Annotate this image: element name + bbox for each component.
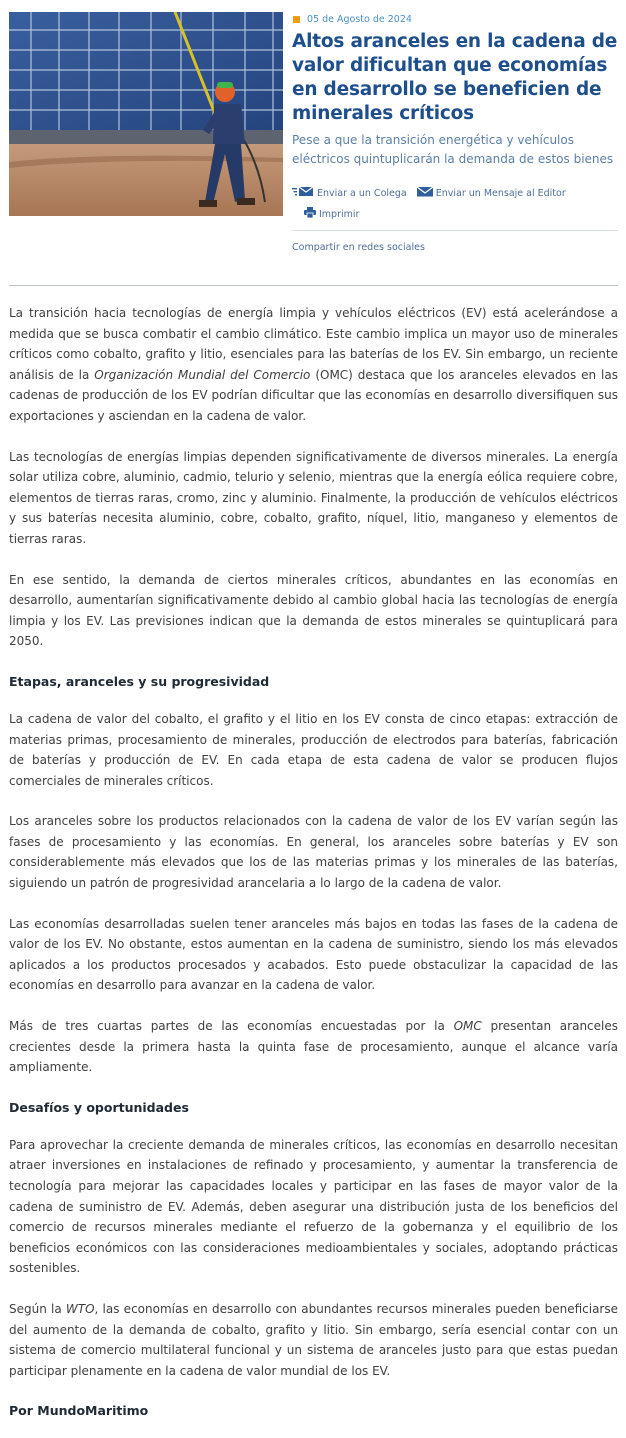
print-link[interactable]	[304, 207, 359, 223]
date-marker	[293, 16, 300, 23]
paragraph: En ese sentido, la demanda de ciertos minerales críticos, abundantes en las economías en desarrollo, aumentarían significativamente debido al cambio global hacia las tecnologías de energía limpia y los EV. Las previsiones indican que la demanda de estos minerales se quintuplicará para 2050.	[9, 572, 618, 649]
article-body	[9, 303, 618, 1438]
send-to-editor-link[interactable]	[417, 186, 566, 202]
section-heading: Etapas, aranceles y su progresividad	[9, 673, 270, 689]
meta-divider	[292, 230, 618, 231]
paragraph: Los aranceles sobre los productos relacionados con la cadena de valor de los EV varían según las fases de procesamiento y las economías. En general, los aranceles sobre baterías y EV son considerablemente más elevados que los de las materias primas y los minerales de las baterías, siguiendo un patrón de progresividad arancelaria a lo largo de la cadena de valor.	[9, 814, 618, 891]
paragraph: Las tecnologías de energías limpias dependen significativamente de diversos minerales. La energía solar utiliza cobre, aluminio, cadmio, telurio y selenio, mientras que la energía eólica requiere cobre, elementos de tierras raras, cromo, zinc y aluminio. Finalmente, la producción de vehículos eléctricos y sus baterías necesita aluminio, cobre, cobalto, grafito, níquel, litio, manganeso y elementos de tierras raras.	[9, 449, 618, 546]
paragraph: La transición hacia tecnologías de energía limpia y vehículos eléctricos (EV) está acelerándose a medida que se busca combatir el cambio climático. Este cambio implica un mayor uso de minerales críticos como cobalto, grafito y litio, esenciales para las baterías de los EV. Sin embargo, un reciente análisis de la Organización Mundial del Comercio (OMC) destaca que los aranceles elevados en las cadenas de producción de los EV podrían dificultar que las economías en desarrollo diversifiquen sus exportaciones y asciendan en la cadena de valor.	[9, 306, 618, 423]
actions-row	[292, 186, 618, 202]
paragraph: Según la WTO, las economías en desarrollo con abundantes recursos minerales pueden beneficiarse del aumento de la demanda de cobalto, grafito y litio. Sin embargo, sería esencial contar con un sistema de comercio multilateral funcional y un sistema de aranceles justo para que estas puedan participar plenamente en la cadena de valor mundial de los EV.	[9, 1301, 618, 1378]
envelope-icon	[417, 186, 436, 202]
print-label: Imprimir	[319, 209, 360, 220]
share-social-link[interactable]: Compartir en redes sociales	[292, 242, 425, 253]
send-to-colleague-label: Enviar a un Colega	[317, 188, 407, 199]
article-byline: Por MundoMaritimo	[9, 1403, 149, 1419]
organization-name: Organización Mundial del Comercio	[94, 367, 311, 382]
printer-icon	[304, 207, 319, 223]
article-actions	[292, 186, 618, 255]
organization-name: OMC	[453, 1019, 482, 1034]
publish-date: 05 de Agosto de 2024	[307, 13, 412, 25]
date-row	[292, 12, 618, 26]
content-divider	[9, 285, 618, 286]
article-title: Altos aranceles en la cadena de valor dificultan que economías en desarrollo se beneficien de minerales críticos	[292, 31, 618, 124]
send-to-editor-label: Enviar un Mensaje al Editor	[435, 188, 566, 199]
article-hero-image	[9, 12, 283, 216]
paragraph: La cadena de valor del cobalto, el grafito y el litio en los EV consta de cinco etapas: extracción de materias primas, procesamiento de minerales, producción de electrodos para baterías, fabricación de baterías y producción de EV. En cada etapa de esta cadena de valor se producen flujos comerciales de minerales críticos.	[9, 711, 618, 788]
paragraph: Las economías desarrolladas suelen tener aranceles más bajos en todas las fases de la cadena de valor de los EV. No obstante, estos aumentan en la cadena de suministro, siendo los más elevados aplicados a los productos procesados y acabados. Esto puede obstaculizar la capacidad de las economías en desarrollo para avanzar en la cadena de valor.	[9, 916, 618, 993]
article-meta	[292, 12, 618, 255]
paragraph: Más de tres cuartas partes de las economías encuestadas por la OMC presentan aranceles crecientes desde la primera hasta la quinta fase de procesamiento, aunque el alcance varía ampliamente.	[9, 1019, 618, 1075]
print-row	[292, 207, 618, 223]
send-to-colleague-link[interactable]	[292, 186, 407, 202]
paragraph: Para aprovechar la creciente demanda de minerales críticos, las economías en desarrollo necesitan atraer inversiones en instalaciones de refinado y procesamiento, y aumentar la transferencia de tecnología para mejorar las capacidades locales y participar en las fases de mayor valor de la cadena de suministro de EV. Además, deben asegurar una distribución justa de los beneficios del comercio de recursos minerales mediante el refuerzo de la gobernanza y el equilibrio de los beneficios económicos con las consideraciones medioambientales y sociales, adoptando prácticas sostenibles.	[9, 1137, 618, 1276]
article-subtitle: Pese a que la transición energética y vehículos eléctricos quintuplicarán la demanda de estos bienes	[292, 133, 614, 166]
section-heading: Desafíos y oportunidades	[9, 1099, 189, 1115]
mail-share-icon	[292, 186, 317, 202]
organization-name: WTO	[65, 1301, 95, 1316]
